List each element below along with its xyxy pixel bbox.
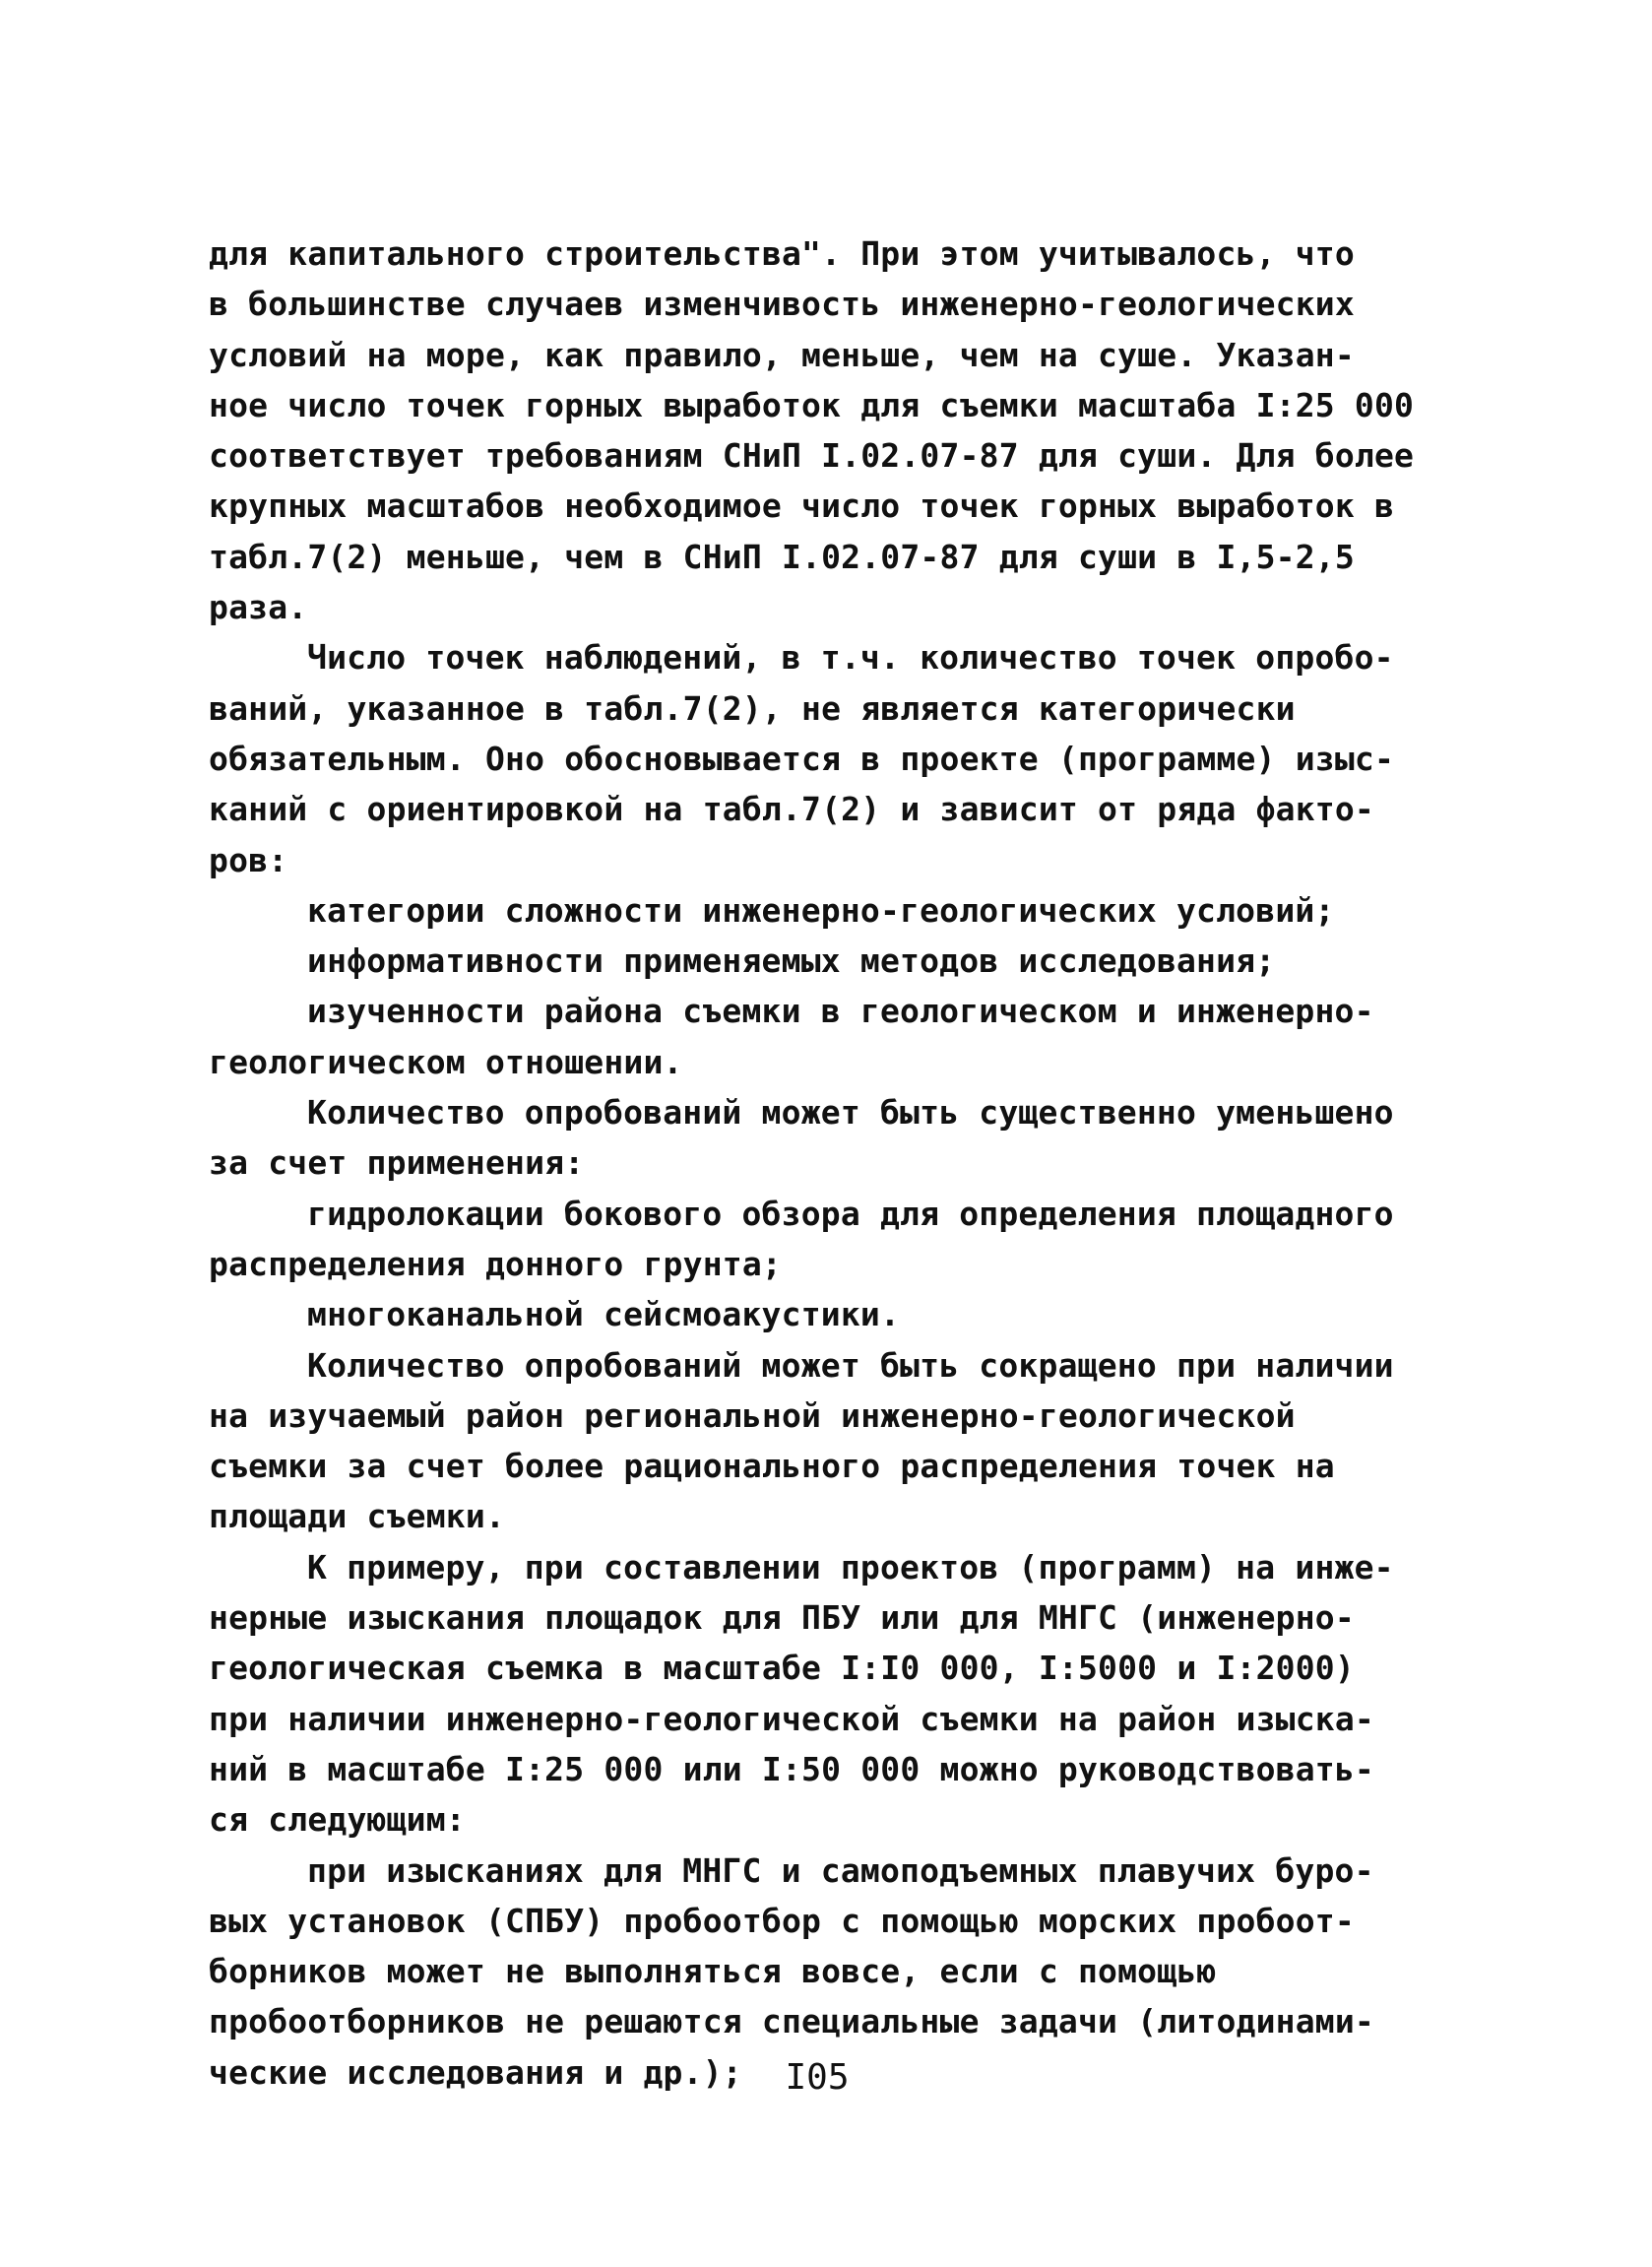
text-line: ческие исследования и др.); xyxy=(209,2052,742,2092)
list-item-line: изученности района съемки в геологическом и инженерно- xyxy=(307,992,1374,1031)
text-line: борников может не выполняться вовсе, если с помощью xyxy=(209,1952,1217,1991)
paragraph-start-line: Число точек наблюдений, в т.ч. количество точек опробо- xyxy=(307,638,1394,678)
paragraph-start-line: Количество опробований может быть сокращено при наличии xyxy=(307,1345,1394,1385)
text-line: для капитального строительства". При этом учитывалось, что xyxy=(209,234,1355,273)
text-line: вых установок (СПБУ) пробоотбор с помощью морских пробоот- xyxy=(209,1901,1355,1940)
text-line: ся следующим: xyxy=(209,1800,466,1840)
paragraph-start-line: К примеру, при составлении проектов (программ) на инже- xyxy=(307,1547,1394,1587)
list-item-line: при изысканиях для МНГС и самоподъемных плавучих буро- xyxy=(307,1850,1374,1890)
text-line: геологическая съемка в масштабе I:I0 000, I:5000 и I:2000) xyxy=(209,1649,1355,1688)
text-line: геологическом отношении. xyxy=(209,1042,683,1081)
paragraph-start-line: Количество опробований может быть существенно уменьшено xyxy=(307,1093,1394,1133)
text-line: распределения донного грунта; xyxy=(209,1244,782,1283)
text-line: съемки за счет более рационального распределения точек на xyxy=(209,1447,1335,1486)
text-line: за счет применения: xyxy=(209,1143,585,1183)
text-line: ное число точек горных выработок для съемки масштаба I:25 000 xyxy=(209,385,1415,424)
page-number: I05 xyxy=(785,2057,850,2098)
text-line: на изучаемый район региональной инженерно-геологической xyxy=(209,1395,1296,1435)
text-line: обязательным. Оно обосновывается в проекте (программе) изыс- xyxy=(209,739,1395,778)
list-item-line: информативности применяемых методов исследования; xyxy=(307,941,1276,981)
text-line: при наличии инженерно-геологической съемки на район изыска- xyxy=(209,1699,1374,1738)
body-text xyxy=(209,228,1459,2098)
text-line: соответствует требованиям СНиП I.02.07-87 для суши. Для более xyxy=(209,436,1415,476)
list-item-line: многоканальной сейсмоакустики. xyxy=(307,1295,901,1334)
list-item-line: категории сложности инженерно-геологических условий; xyxy=(307,890,1335,930)
text-line: площади съемки. xyxy=(209,1497,506,1536)
text-line: нерные изыскания площадок для ПБУ или для МНГС (инженерно- xyxy=(209,1598,1355,1638)
text-line: ний в масштабе I:25 000 или I:50 000 можно руководствовать- xyxy=(209,1749,1374,1788)
text-line: крупных масштабов необходимое число точек горных выработок в xyxy=(209,486,1395,526)
text-line: каний с ориентировкой на табл.7(2) и зависит от ряда факто- xyxy=(209,790,1374,829)
text-line: пробоотборников не решаются специальные задачи (литодинами- xyxy=(209,2002,1374,2041)
text-line: ров: xyxy=(209,840,288,879)
text-line: табл.7(2) меньше, чем в СНиП I.02.07-87 для суши в I,5-2,5 xyxy=(209,537,1355,576)
text-line: в большинстве случаев изменчивость инженерно-геологических xyxy=(209,285,1355,324)
text-line: условий на море, как правило, меньше, чем на суше. Указан- xyxy=(209,335,1355,374)
text-line: раза. xyxy=(209,588,308,627)
text-line: ваний, указанное в табл.7(2), не является категорически xyxy=(209,688,1296,728)
list-item-line: гидролокации бокового обзора для определения площадного xyxy=(307,1194,1394,1233)
